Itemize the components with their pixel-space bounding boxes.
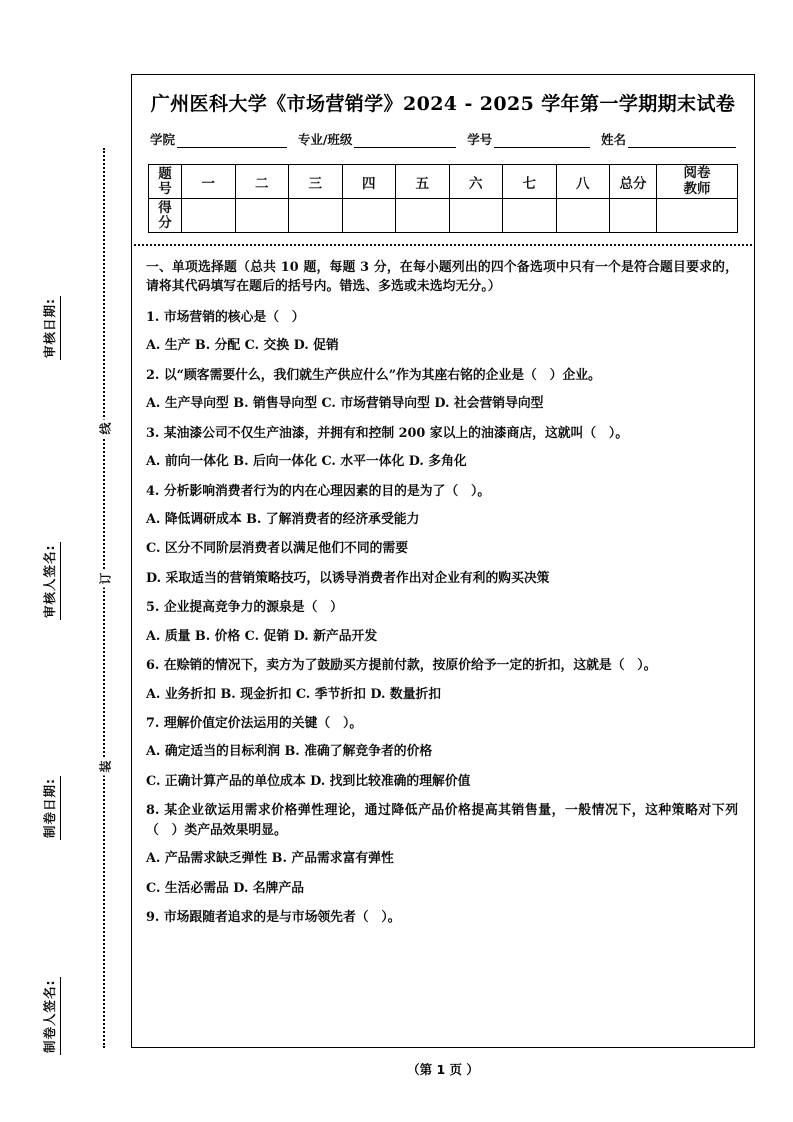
stub-char-4: 分 <box>158 214 172 231</box>
column-header-8: 八 <box>556 165 610 199</box>
question-5-stem: 5. 企业提高竞争力的源泉是（ ） <box>146 600 343 616</box>
name-field[interactable] <box>601 130 736 148</box>
question-body <box>146 258 738 928</box>
question-4-options-d: D. 采取适当的营销策略技巧，以诱导消费者作出对企业有利的购买决策 <box>146 570 550 586</box>
question-6-stem: 6. 在赊销的情况下，卖方为了鼓励买方提前付款，按原价给予一定的折扣，这就是（ ）。 <box>146 658 657 674</box>
row-header-score <box>149 199 182 233</box>
question-6-options: A. 业务折扣 B. 现金折扣 C. 季节折扣 D. 数量折扣 <box>146 686 442 702</box>
major-class-input[interactable] <box>354 134 456 148</box>
page-footer: （第 1 页 ） <box>407 1062 479 1077</box>
question-5-options: A. 质量 B. 价格 C. 促销 D. 新产品开发 <box>146 628 378 644</box>
column-header-2: 二 <box>235 165 289 199</box>
question-8-options-cd: C. 生活必需品 D. 名牌产品 <box>146 880 305 896</box>
section-instruction: 一、单项选择题（总共 10 题，每题 3 分，在每小题列出的四个备选项中只有一个是符合题目要求的，请将其代码填写在题后的括号内。错选、多选或未选均无分。） <box>146 260 738 295</box>
score-cell-2[interactable] <box>235 199 289 233</box>
column-header-3: 三 <box>289 165 343 199</box>
fold-char-assemble: 装 <box>97 758 114 776</box>
score-cell-5[interactable] <box>396 199 450 233</box>
student-id-field[interactable] <box>467 130 590 148</box>
question-8-stem: 8. 某企业欲运用需求价格弹性理论，通过降低产品价格提高其销售量，一般情况下，这种策略对下列（ ）类产品效果明显。 <box>146 803 738 838</box>
column-header-7: 七 <box>503 165 557 199</box>
fold-char-line: 线 <box>97 420 114 438</box>
student-identity-line <box>150 130 736 148</box>
column-header-grader <box>657 165 738 199</box>
college-label: 学院 <box>150 132 176 147</box>
college-field[interactable] <box>150 130 287 148</box>
question-7-options-cd: C. 正确计算产品的单位成本 D. 找到比较准确的理解价值 <box>146 773 471 789</box>
column-header-4: 四 <box>342 165 396 199</box>
score-cell-grader[interactable] <box>657 199 738 233</box>
fold-dotted-line <box>103 148 105 1048</box>
question-2-stem: 2. 以“顾客需要什么，我们就生产供应什么”作为其座右铭的企业是（ ）企业。 <box>146 367 601 383</box>
margin-label-review-date: 审核日期: <box>40 296 61 360</box>
major-class-field[interactable] <box>298 130 457 148</box>
page-title: 广州医科大学《市场营销学》2024 - 2025 学年第一学期期末试卷 <box>150 93 736 115</box>
question-4-options-c: C. 区分不同阶层消费者以满足他们不同的需要 <box>146 541 409 557</box>
score-cell-6[interactable] <box>449 199 503 233</box>
question-1-options: A. 生产 B. 分配 C. 交换 D. 促销 <box>146 338 339 354</box>
left-binding-margin <box>0 0 131 1122</box>
score-table-container <box>148 164 738 233</box>
margin-label-paper-signature: 制卷人签名: <box>40 978 61 1056</box>
fold-char-bind: 订 <box>97 570 114 588</box>
question-8-options-ab: A. 产品需求缺乏弹性 B. 产品需求富有弹性 <box>146 851 394 867</box>
name-label: 姓名 <box>601 132 627 147</box>
grader-char-1: 阅卷 <box>683 164 711 181</box>
stub-char-2: 号 <box>158 180 172 197</box>
margin-label-paper-date: 制卷日期: <box>40 776 61 840</box>
question-3-options: A. 前向一体化 B. 后向一体化 C. 水平一体化 D. 多角化 <box>146 454 467 470</box>
question-2-options: A. 生产导向型 B. 销售导向型 C. 市场营销导向型 D. 社会营销导向型 <box>146 396 544 412</box>
question-7-stem: 7. 理解价值定价法运用的关键（ ）。 <box>146 716 363 731</box>
score-cell-total[interactable] <box>610 199 657 233</box>
question-1-stem: 1. 市场营销的核心是（ ） <box>146 309 305 325</box>
question-4-options-ab: A. 降低调研成本 B. 了解消费者的经济承受能力 <box>146 511 420 527</box>
margin-label-reviewer-signature: 审核人签名: <box>40 543 61 621</box>
question-3-stem: 3. 某油漆公司不仅生产油漆，并拥有和控制 200 家以上的油漆商店，这就叫（ ）。 <box>146 425 629 441</box>
score-cell-3[interactable] <box>289 199 343 233</box>
student-id-input[interactable] <box>494 134 590 148</box>
name-input[interactable] <box>628 134 736 148</box>
column-header-5: 五 <box>396 165 450 199</box>
score-cell-4[interactable] <box>342 199 396 233</box>
row-header-question-number <box>149 165 182 199</box>
score-table <box>148 164 738 233</box>
score-cell-1[interactable] <box>182 199 236 233</box>
question-7-options-ab: A. 确定适当的目标利润 B. 准确了解竞争者的价格 <box>146 744 433 760</box>
stub-char-1: 题 <box>158 166 172 183</box>
exam-paper-frame <box>131 74 755 1048</box>
question-4-stem: 4. 分析影响消费者行为的内在心理因素的目的是为了（ ）。 <box>146 483 491 499</box>
dotted-section-separator <box>134 244 752 246</box>
table-row-scores <box>149 199 738 233</box>
question-9-stem: 9. 市场跟随者追求的是与市场领先者（ ）。 <box>146 910 401 926</box>
student-id-label: 学号 <box>467 132 493 147</box>
college-input[interactable] <box>177 134 287 148</box>
column-header-total: 总分 <box>610 165 657 199</box>
score-cell-8[interactable] <box>556 199 610 233</box>
table-row-question-numbers <box>149 165 738 199</box>
stub-char-3: 得 <box>158 200 172 217</box>
grader-char-2: 教师 <box>683 180 711 197</box>
column-header-1: 一 <box>182 165 236 199</box>
score-cell-7[interactable] <box>503 199 557 233</box>
major-class-label: 专业/班级 <box>297 132 353 147</box>
column-header-6: 六 <box>449 165 503 199</box>
